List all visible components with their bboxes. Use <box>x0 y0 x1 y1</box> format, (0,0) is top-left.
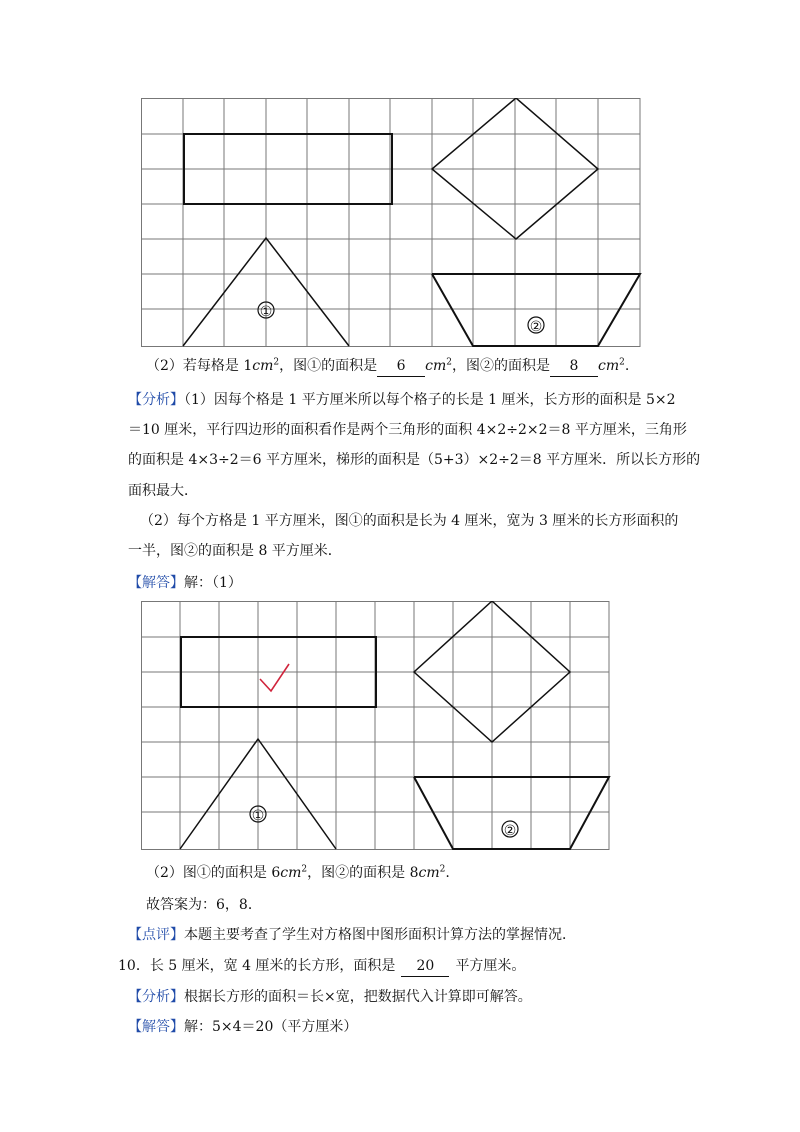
q10-analysis-line: 【分析】根据长方形的面积＝长×宽，把数据代入计算即可解答。 <box>128 989 532 1005</box>
check-mark-icon <box>260 664 289 691</box>
q10-answer-line: 【解答】解：5×4＝20（平方厘米） <box>128 1019 358 1035</box>
figure-grid-2 <box>141 601 613 851</box>
comment-line: 【点评】本题主要考查了学生对方格图中图形面积计算方法的掌握情况． <box>128 927 576 943</box>
analysis-line-4: 面积最大． <box>128 483 198 499</box>
q10-analysis-tag: 【分析】 <box>128 989 184 1005</box>
question-10-line: 10．长 5 厘米，宽 4 厘米的长方形，面积是 20 平方厘米。 <box>118 956 525 977</box>
answer-blank-2: 8 <box>550 356 598 377</box>
figure-grid-1 <box>141 98 643 348</box>
final-answer-line: 故答案为：6，8． <box>146 897 262 913</box>
analysis-line-2: ＝10 厘米，平行四边形的面积看作是两个三角形的面积 4×2÷2×2＝8 平方厘米，三角形 <box>128 422 687 438</box>
analysis-tag: 【分析】 <box>128 392 184 408</box>
figure-label-2: ② <box>529 319 543 335</box>
comment-tag: 【点评】 <box>128 927 184 943</box>
analysis-line-5: （2）每个方格是 1 平方厘米，图①的面积是长为 4 厘米，宽为 3 厘米的长方形面积的 <box>140 513 679 529</box>
figure-label-1: ① <box>251 808 265 824</box>
analysis-line-1: 【分析】（1）因每个格是 1 平方厘米所以每个格子的长是 1 厘米，长方形的面积是 5×2 <box>128 392 676 408</box>
answer-q2-line: （2）图①的面积是 $6cm^2$，图②的面积是 $8cm^2$. <box>146 864 450 881</box>
q10-answer-tag: 【解答】 <box>128 1019 184 1035</box>
trapezoid-shape <box>432 274 640 346</box>
analysis-line-6: 一半，图②的面积是 8 平方厘米． <box>128 543 342 559</box>
answer-tag: 【解答】 <box>128 575 184 591</box>
figure-label-1: ① <box>259 304 273 320</box>
answer-blank-q10: 20 <box>401 956 449 977</box>
answer-line: 【解答】解：（1） <box>128 575 242 591</box>
answer-blank-1: 6 <box>377 356 425 377</box>
analysis-line-3: 的面积是 4×3÷2＝6 平方厘米，梯形的面积是（5+3）×2÷2＝8 平方厘米．所以长方形的 <box>128 452 701 468</box>
figure-label-2: ② <box>503 823 517 839</box>
question-2-line: （2）若每格是 $1cm^2$，图①的面积是 6 $cm^2$，图②的面积是 8 $cm^2$. <box>146 356 629 377</box>
